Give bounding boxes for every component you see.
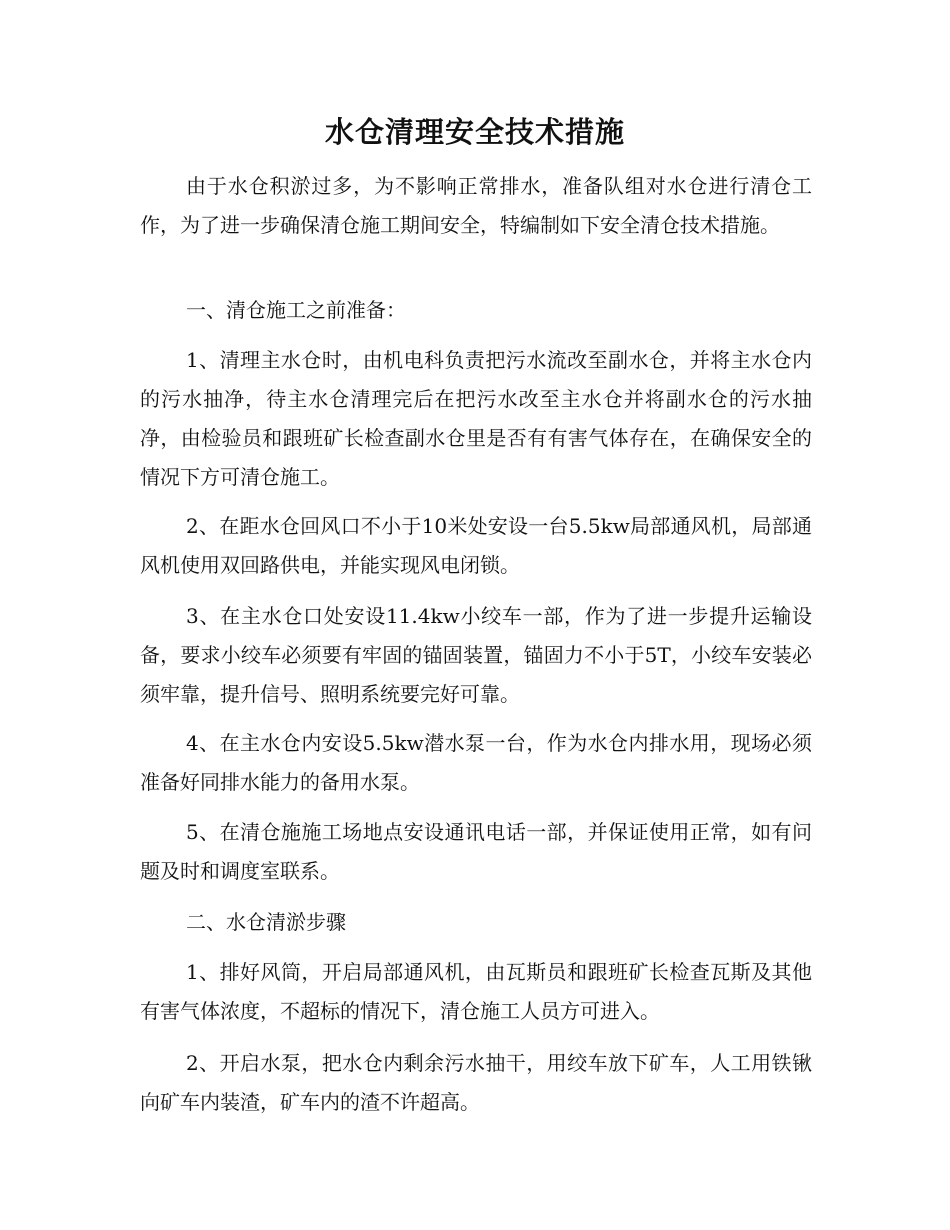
section1-heading: 一、清仓施工之前准备： bbox=[186, 298, 406, 322]
section1-item-1: 1、清理主水仓时，由机电科负责把污水流改至副水仓，并将主水仓内的污水抽净，待主水仓清理完后在把污水改至主水仓并将副水仓的污水抽净，由检验员和跟班矿长检查副水仓里是否有有害气体存在，在确保安全的情况下方可清仓施工。 bbox=[140, 348, 812, 489]
section1-item-2: 2、在距水仓回风口不小于10米处安设一台5.5kw局部通风机，局部通风机使用双回路供电，并能实现风电闭锁。 bbox=[140, 514, 812, 577]
section1-item-3: 3、在主水仓口处安设11.4kw小绞车一部，作为了进一步提升运输设备，要求小绞车必须要有牢固的锚固装置，锚固力不小于5T，小绞车安装必须牢靠，提升信号、照明系统要完好可靠。 bbox=[140, 604, 812, 706]
intro-paragraph: 由于水仓积淤过多，为不影响正常排水，准备队组对水仓进行清仓工作，为了进一步确保清仓施工期间安全，特编制如下安全清仓技术措施。 bbox=[140, 174, 812, 237]
section2-item-2: 2、开启水泵，把水仓内剩余污水抽干，用绞车放下矿车，人工用铁锹向矿车内装渣，矿车内的渣不许超高。 bbox=[140, 1051, 812, 1114]
section2-item-1: 1、排好风筒，开启局部通风机，由瓦斯员和跟班矿长检查瓦斯及其他有害气体浓度，不超标的情况下，清仓施工人员方可进入。 bbox=[140, 960, 812, 1023]
document-title: 水仓清理安全技术措施 bbox=[324, 115, 625, 149]
section1-item-5: 5、在清仓施施工场地点安设通讯电话一部，并保证使用正常，如有问题及时和调度室联系。 bbox=[140, 820, 812, 883]
section1-item-4: 4、在主水仓内安设5.5kw潜水泵一台，作为水仓内排水用，现场必须准备好同排水能力的备用水泵。 bbox=[140, 731, 812, 794]
section2-heading: 二、水仓清淤步骤 bbox=[186, 910, 346, 934]
